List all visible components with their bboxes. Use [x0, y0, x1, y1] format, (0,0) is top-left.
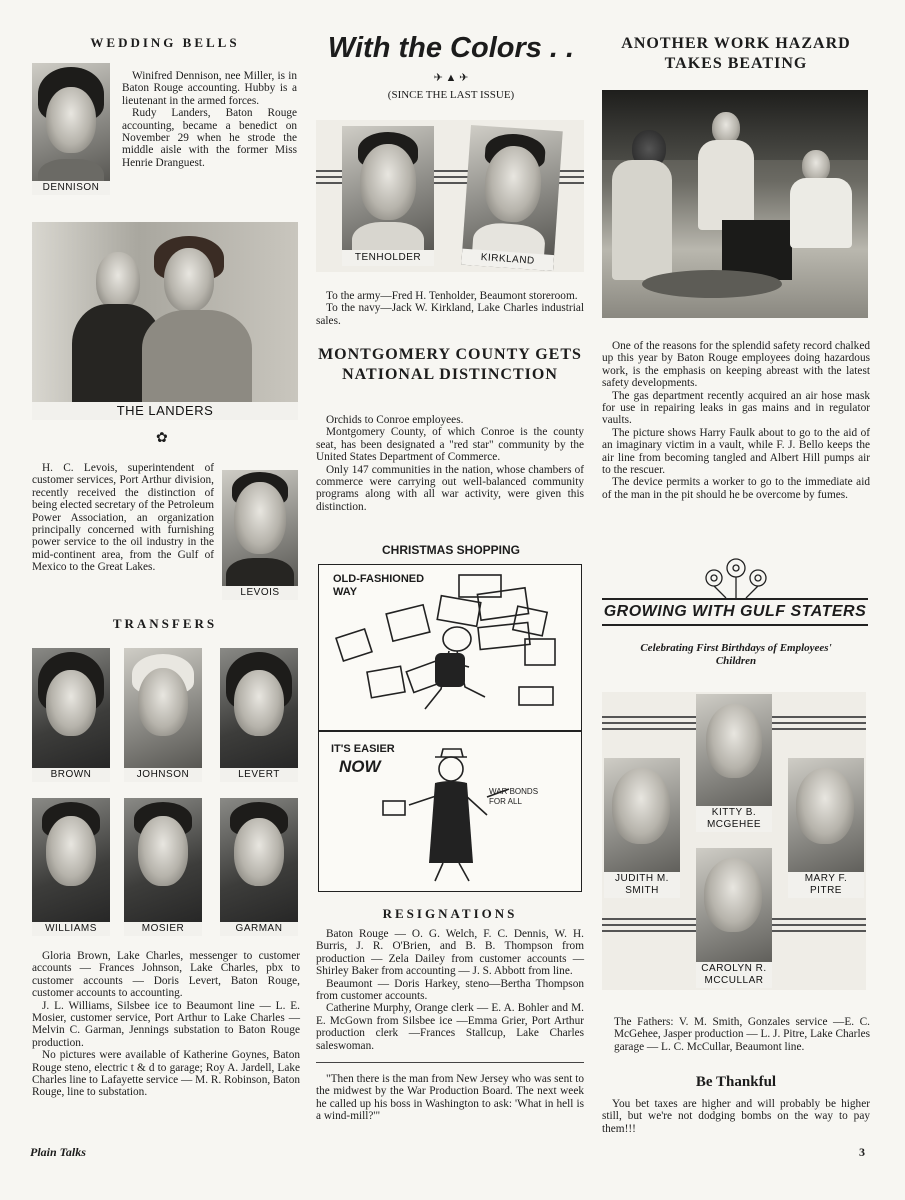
wedding-paragraph-dennison: Winifred Dennison, nee Miller, is in Baton Rouge accounting. Hubby is a lieutenant in the armed forces. — [122, 70, 297, 107]
mosier-caption: MOSIER — [124, 922, 202, 936]
levois-photo — [222, 470, 298, 600]
page-number: 3 — [859, 1145, 865, 1159]
now-label: NOW — [339, 757, 381, 776]
johnson-caption: JOHNSON — [124, 768, 202, 782]
kirkland-caption: KIRKLAND — [461, 249, 554, 271]
since-last-issue: (SINCE THE LAST ISSUE) — [387, 89, 515, 101]
mary-caption: MARY F. PITRE — [788, 872, 864, 898]
levois-text: H. C. Levois, superintendent of customer services, Port Arthur division, recently received the distinction of being elected secretary of the Petroleum Power Association, an organization principally concerned with furnishing power service to the oil industry in the mid-continent area, from the Gulf of Mexico to the Great Lakes. — [32, 462, 214, 574]
dennison-photo — [32, 63, 110, 195]
army-paragraph: To the army—Fred H. Tenholder, Beaumont storeroom. — [326, 290, 578, 302]
overloaded-shopper-drawing — [329, 569, 573, 725]
relaxed-shopper-drawing — [369, 745, 539, 885]
hazard-paragraph-1: One of the reasons for the splendid safety record chalked up this year by Baton Rouge employees doing hazardous work, is the emphasis on keeping abreast with the latest safety developments. — [602, 340, 870, 390]
navy-paragraph: To the navy—Jack W. Kirkland, Lake Charles industrial sales. — [316, 302, 584, 327]
tenholder-caption: TENHOLDER — [342, 250, 434, 266]
publication-name: Plain Talks — [30, 1145, 86, 1159]
brown-photo — [32, 648, 110, 782]
with-the-colors-heading: With the Colors . . — [327, 32, 575, 64]
growing-banner: GROWING WITH GULF STATERS — [602, 598, 868, 626]
williams-photo — [32, 798, 110, 936]
montgomery-heading: MONTGOMERY COUNTY GETS NATIONAL DISTINCTION — [318, 346, 582, 383]
war-bonds-label: WAR BONDS FOR ALL — [489, 787, 539, 806]
kitty-photo — [696, 694, 772, 832]
christmas-shopping-heading: CHRISTMAS SHOPPING — [381, 543, 520, 557]
hazard-paragraph-3: The picture shows Harry Faulk about to go to the aid of an imaginary victim in a vault, while F. J. Bello keeps the air line from becoming tangled and Albert Hill pumps air to the rescuer. — [602, 426, 870, 477]
transfers-paragraph-3: No pictures were available of Katherine Goynes, Baton Rouge steno, electric t & d to garage; Roy A. Jardell, Lake Charles line to Lafayette service — M. R. Robinson, Baton Rouge, line to substation. — [32, 1049, 300, 1099]
ornament-icon: ✿ — [156, 431, 168, 446]
judith-photo — [604, 758, 680, 898]
transfers-heading: TRANSFERS — [112, 616, 218, 631]
old-fashioned-label: OLD-FASHIONED WAY — [333, 573, 425, 598]
montgomery-paragraph-3: Only 147 communities in the nation, whose chambers of commerce were carrying out well-balanced community programs along with all war activity, were given this distinction. — [316, 463, 584, 513]
cartoon-divider — [319, 730, 581, 732]
carolyn-photo — [696, 848, 772, 988]
hazard-text — [602, 340, 870, 501]
its-easier-label: IT'S EASIER — [331, 743, 395, 755]
colors-text — [316, 290, 584, 327]
resignations-heading: RESIGNATIONS — [382, 906, 518, 921]
babies-photo-panel — [602, 692, 866, 990]
garman-caption: GARMAN — [220, 922, 298, 936]
be-thankful-heading: Be Thankful — [695, 1074, 777, 1090]
brown-caption: BROWN — [32, 768, 110, 782]
resignations-paragraph-1: Baton Rouge — O. G. Welch, F. C. Dennis, W. H. Burris, J. R. O'Brien, and B. B. Thompson from production — Zela Dailey from customer accounts — Shirley Baker from accounting — J. S. Abbott from line. — [316, 928, 584, 978]
fathers-text: The Fathers: V. M. Smith, Gonzales service —E. C. McGehee, Jasper production — L. J. Pitre, Lake Charles garage — L. C. McCullar, Beaumont line. — [614, 1016, 870, 1053]
transfers-paragraph-1: Gloria Brown, Lake Charles, messenger to customer accounts — Frances Johnson, Lake Charles, pbx to customer accounts — Doris Levert, Baton Rouge, customer accounts to accounting. — [32, 950, 300, 1000]
landers-photo — [32, 222, 298, 420]
levert-photo — [220, 648, 298, 782]
montgomery-paragraph-2: Montgomery County, of which Conroe is the county seat, has been designated a "red star" community by the United States Department of Commerce. — [316, 426, 584, 464]
resignations-text — [316, 928, 584, 1052]
johnson-photo — [124, 648, 202, 782]
kirkland-photo — [461, 125, 563, 271]
transfers-text — [32, 950, 300, 1099]
windmill-quote: "Then there is the man from New Jersey who was sent to the midwest by the War Production Board. The next week he called up his boss in Washington to ask: 'What in hell is a wind-mill?'" — [316, 1073, 584, 1123]
resignations-paragraph-2: Beaumont — Doris Harkey, steno—Bertha Thompson from customer accounts. — [316, 977, 584, 1003]
servicemen-photo-panel — [316, 120, 584, 272]
wedding-text — [122, 70, 297, 169]
christmas-cartoon — [318, 564, 582, 892]
growing-subtitle: Celebrating First Birthdays of Employees' Children — [640, 642, 832, 667]
carolyn-caption: CAROLYN R. MCCULLAR — [696, 962, 772, 988]
judith-caption: JUDITH M. SMITH — [604, 872, 680, 898]
tenholder-photo — [342, 126, 434, 266]
dennison-caption: DENNISON — [32, 181, 110, 195]
levert-caption: LEVERT — [220, 768, 298, 782]
mosier-photo — [124, 798, 202, 936]
work-hazard-heading: ANOTHER WORK HAZARD TAKES BEATING — [621, 35, 851, 72]
flowers-icon — [696, 556, 776, 598]
montgomery-text — [316, 414, 584, 513]
levois-caption: LEVOIS — [222, 586, 298, 600]
hazard-paragraph-4: The device permits a worker to go to the immediate aid of the man in the pit should he be overcome by fumes. — [602, 476, 870, 501]
garman-photo — [220, 798, 298, 936]
montgomery-paragraph-1: Orchids to Conroe employees. — [326, 414, 464, 426]
wings-insignia-icon: ✈ ▲ ✈ — [433, 72, 469, 84]
transfers-paragraph-2: J. L. Williams, Silsbee ice to Beaumont line — L. E. Mosier, customer service, Port Arthur to Lake Charles — Melvin C. Garman, Jennings substation to Baton Rouge production. — [32, 999, 300, 1049]
be-thankful-text: You bet taxes are higher and will probably be higher still, but we're not dodging bombs on the way to pay them!!! — [602, 1098, 870, 1135]
gas-mask-photo — [602, 90, 868, 318]
resignations-paragraph-3: Catherine Murphy, Orange clerk — E. A. Bohler and M. E. McGown from Silsbee ice —Emma Grier, Port Arthur production clerk —Frances Stallcup, Lake Charles saleswoman. — [316, 1002, 584, 1052]
quote-divider — [316, 1062, 584, 1063]
mary-photo — [788, 758, 864, 898]
wedding-paragraph-landers: Rudy Landers, Baton Rouge accounting, became a benedict on November 29 when he strode the middle aisle with the former Miss Henrie Dranguest. — [122, 107, 297, 169]
landers-caption: THE LANDERS — [32, 402, 298, 420]
wedding-bells-heading: WEDDING BELLS — [90, 35, 240, 50]
williams-caption: WILLIAMS — [32, 922, 110, 936]
hazard-paragraph-2: The gas department recently acquired an air hose mask for use in repairing leaks in gas mains and in regulator vaults. — [602, 389, 870, 427]
kitty-caption: KITTY B. MCGEHEE — [696, 806, 772, 832]
